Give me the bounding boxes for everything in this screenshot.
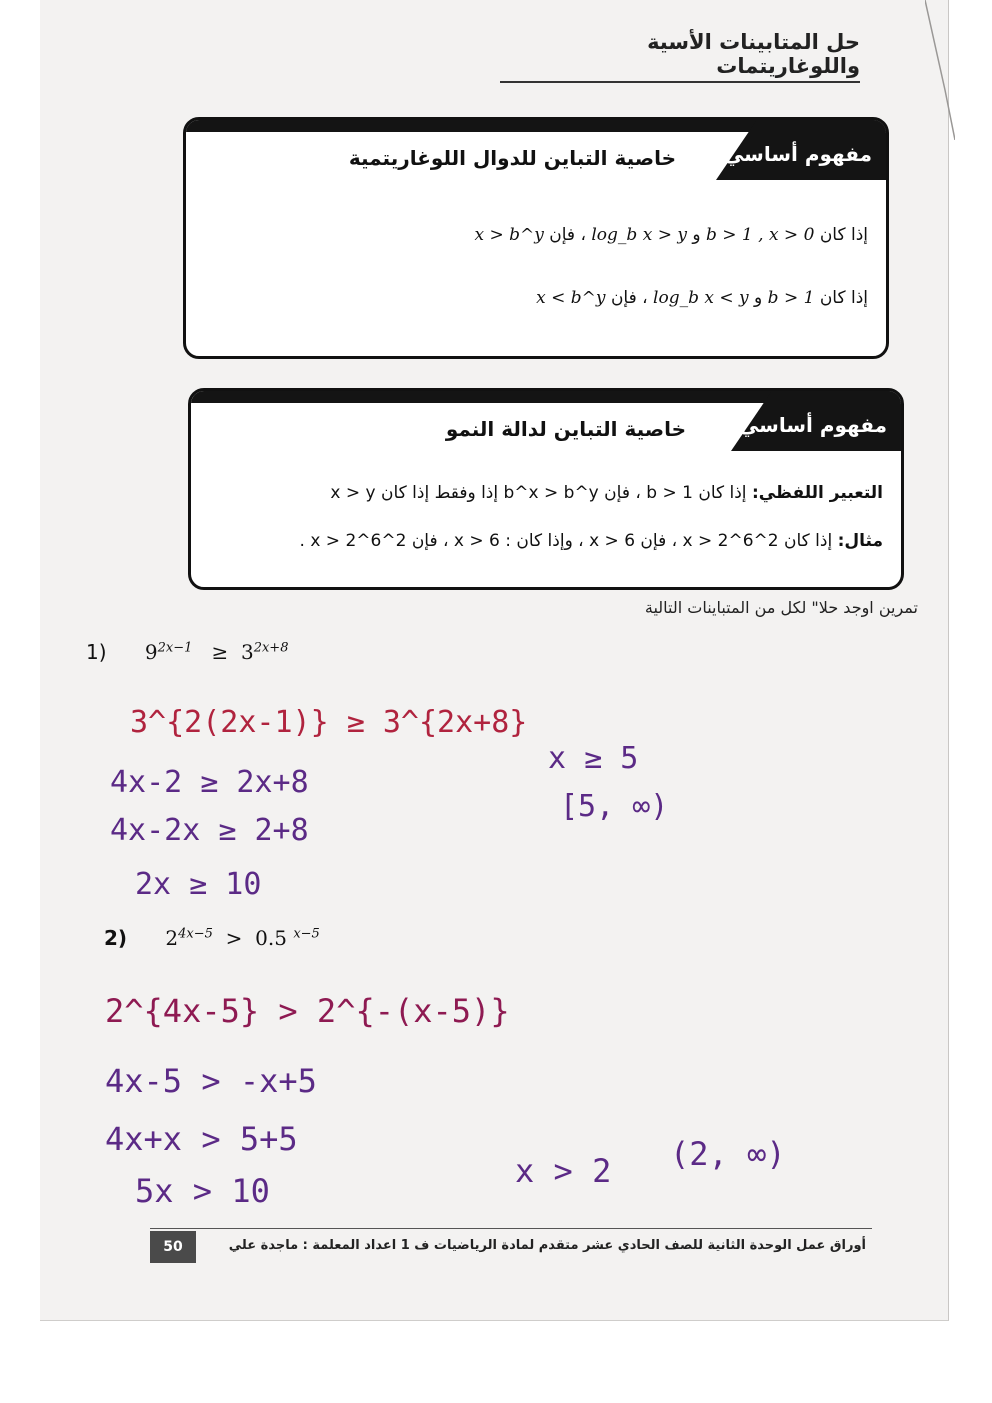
problem-1: 1) $9^{2x-1}$ ≥ $3^{2x+8}$: [86, 640, 289, 664]
concept-box-growth: [188, 388, 904, 590]
hw-line: 4x-5 > -x+5: [105, 1062, 317, 1100]
hw-line: 3^{2(2x-1)} ≥ 3^{2x+8}: [130, 705, 528, 740]
concept-tab-label: مفهوم أساسي: [723, 142, 872, 166]
page-number: 50: [150, 1231, 196, 1263]
rule-result: x > b^y: [474, 225, 544, 245]
rule-condition: b > 1: [767, 288, 815, 308]
page-title: حل المتابينات الأسية واللوغاريتمات: [500, 30, 860, 83]
rule-relation: log_b x < y: [653, 288, 749, 308]
rule-result: x < b^y: [536, 288, 606, 308]
hw-line: 4x-2x ≥ 2+8: [110, 813, 309, 848]
hw-line: 2^{4x-5} > 2^{-(x-5)}: [105, 992, 510, 1030]
problem-number: 2): [104, 926, 128, 950]
hw-answer: x > 2: [515, 1152, 612, 1190]
concept-box-logarithmic: [183, 117, 889, 359]
concept-example-line: [300, 531, 883, 551]
rule-condition: b > 1 , x > 0: [705, 225, 815, 245]
hw-line: 5x > 10: [135, 1172, 270, 1210]
concept-tab-label: مفهوم أساسي: [738, 413, 887, 437]
hw-line: 4x-2 ≥ 2x+8: [110, 765, 309, 800]
verbal-label: التعبير اللفظي:: [751, 483, 883, 503]
handwritten-solution-1: [100, 670, 720, 910]
verbal-text: إذا كان 1 < b ، فإن b^x > b^y إذا وفقط إذا كان x > y: [330, 483, 747, 503]
handwritten-solution-2: [95, 960, 835, 1210]
example-label: مثال:: [837, 531, 883, 551]
exercise-heading: تمرين اوجد حلا" لكل من المتباينات التالية: [644, 598, 918, 617]
footer-rule: [150, 1228, 872, 1229]
page-fold: [925, 0, 955, 140]
problem-2: 2) $2^{4x-5} > 0.5$ $^{x-5}$: [104, 926, 320, 950]
hw-line: 4x+x > 5+5: [105, 1120, 298, 1158]
hw-interval: (2, ∞): [670, 1135, 786, 1173]
problem-number: 1): [86, 640, 107, 664]
concept-rule-line-1: إذا كان b > 1 , x > 0 و log_b x > y ، فإن x > b^y: [474, 225, 868, 245]
concept-heading: خاصية التباين لدالة النمو: [445, 417, 686, 441]
concept-heading: خاصية التباين للدوال اللوغاريتمية: [348, 146, 676, 170]
concept-verbal-line: [330, 483, 883, 503]
example-text: إذا كان 2^x > 2^6 ، فإن x > 6 ، وإذا كان : x > 6 ، فإن 2^x > 2^6 .: [299, 531, 833, 551]
rule-relation: log_b x > y: [591, 225, 687, 245]
concept-rule-line-2: إذا كان b > 1 و log_b x < y ، فإن x < b^y: [536, 288, 868, 308]
hw-line: 2x ≥ 10: [135, 867, 262, 902]
hw-interval: [5, ∞): [560, 789, 669, 824]
footer-text: أوراق عمل الوحدة الثانية للصف الحادي عشر متقدم لمادة الرياضيات ف 1 اعداد المعلمة : ماجدة علي: [228, 1238, 866, 1253]
hw-answer: x ≥ 5: [548, 741, 639, 776]
